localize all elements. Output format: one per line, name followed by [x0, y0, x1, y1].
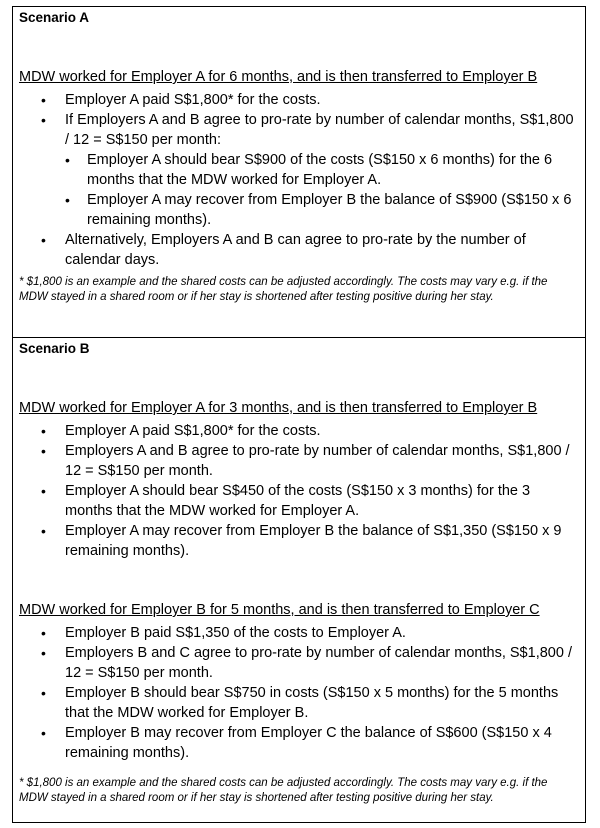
bullet-icon: •: [41, 645, 46, 661]
list-item: • Employer A paid S$1,800* for the costs.: [41, 423, 321, 439]
bullet-icon: •: [41, 483, 46, 499]
scenario-b-heading-1: MDW worked for Employer A for 3 months, and is then transferred to Employer B: [19, 400, 538, 416]
scenario-b-heading-2: MDW worked for Employer B for 5 months, and is then transferred to Employer C: [19, 602, 540, 618]
bullet-icon: •: [41, 112, 46, 128]
list-item: • Employer A should bear S$450 of the costs (S$150 x 3 months) for the 3 months that the MDW worked for Employer A.: [41, 483, 531, 519]
bullet-icon: •: [65, 192, 70, 208]
list-item: • Employer A may recover from Employer B the balance of S$1,350 (S$150 x 9 remaining months).: [41, 523, 562, 559]
bullet-icon: •: [41, 92, 46, 108]
scenario-table: [12, 6, 586, 823]
bullet-icon: •: [41, 725, 46, 741]
scenario-a-heading: MDW worked for Employer A for 6 months, and is then transferred to Employer B: [19, 69, 538, 85]
bullet-icon: •: [41, 685, 46, 701]
scenario-b-footnote: * $1,800 is an example and the shared costs can be adjusted accordingly. The costs may vary e.g. if the MDW stayed in a shared room or if her stay is shortened after testing positive during her stay.: [19, 777, 548, 804]
list-item: • Employer A may recover from Employer B the balance of S$900 (S$150 x 6 remaining months).: [65, 192, 572, 228]
bullet-icon: •: [41, 443, 46, 459]
list-item: • Alternatively, Employers A and B can agree to pro-rate by the number of calendar days.: [41, 232, 526, 268]
list-item: • Employer A paid S$1,800* for the costs.: [41, 92, 321, 108]
bullet-icon: •: [41, 625, 46, 641]
list-item: • Employer B should bear S$750 in costs (S$150 x 5 months) for the 5 months that the MDW worked for Employer B.: [41, 685, 559, 721]
scenario-a-title: Scenario A: [19, 10, 90, 25]
scenario-a-list: [19, 90, 579, 270]
list-item: • If Employers A and B agree to pro-rate by number of calendar months, S$1,800 / 12 = S$150 per month:: [41, 112, 574, 148]
list-item: • Employer B paid S$1,350 of the costs to Employer A.: [41, 625, 406, 641]
scenario-a-footnote: * $1,800 is an example and the shared costs can be adjusted accordingly. The costs may vary e.g. if the MDW stayed in a shared room or if her stay is shortened after testing positive during her stay.: [19, 276, 548, 303]
bullet-icon: •: [41, 523, 46, 539]
scenario-a-cell: [13, 7, 585, 338]
bullet-icon: •: [41, 232, 46, 248]
scenario-b-list-2: [19, 623, 579, 763]
list-item: • Employers B and C agree to pro-rate by number of calendar months, S$1,800 / 12 = S$150 per month.: [41, 645, 572, 681]
scenario-b-title: Scenario B: [19, 341, 90, 356]
list-item: • Employer B may recover from Employer C the balance of S$600 (S$150 x 4 remaining months).: [41, 725, 552, 761]
scenario-b-list-1: [19, 421, 579, 561]
bullet-icon: •: [65, 152, 70, 168]
list-item: • Employers A and B agree to pro-rate by number of calendar months, S$1,800 / 12 = S$150 per month.: [41, 443, 570, 479]
list-item: • Employer A should bear S$900 of the costs (S$150 x 6 months) for the 6 months that the MDW worked for Employer A.: [65, 152, 553, 188]
scenario-b-cell: [13, 338, 585, 822]
bullet-icon: •: [41, 423, 46, 439]
